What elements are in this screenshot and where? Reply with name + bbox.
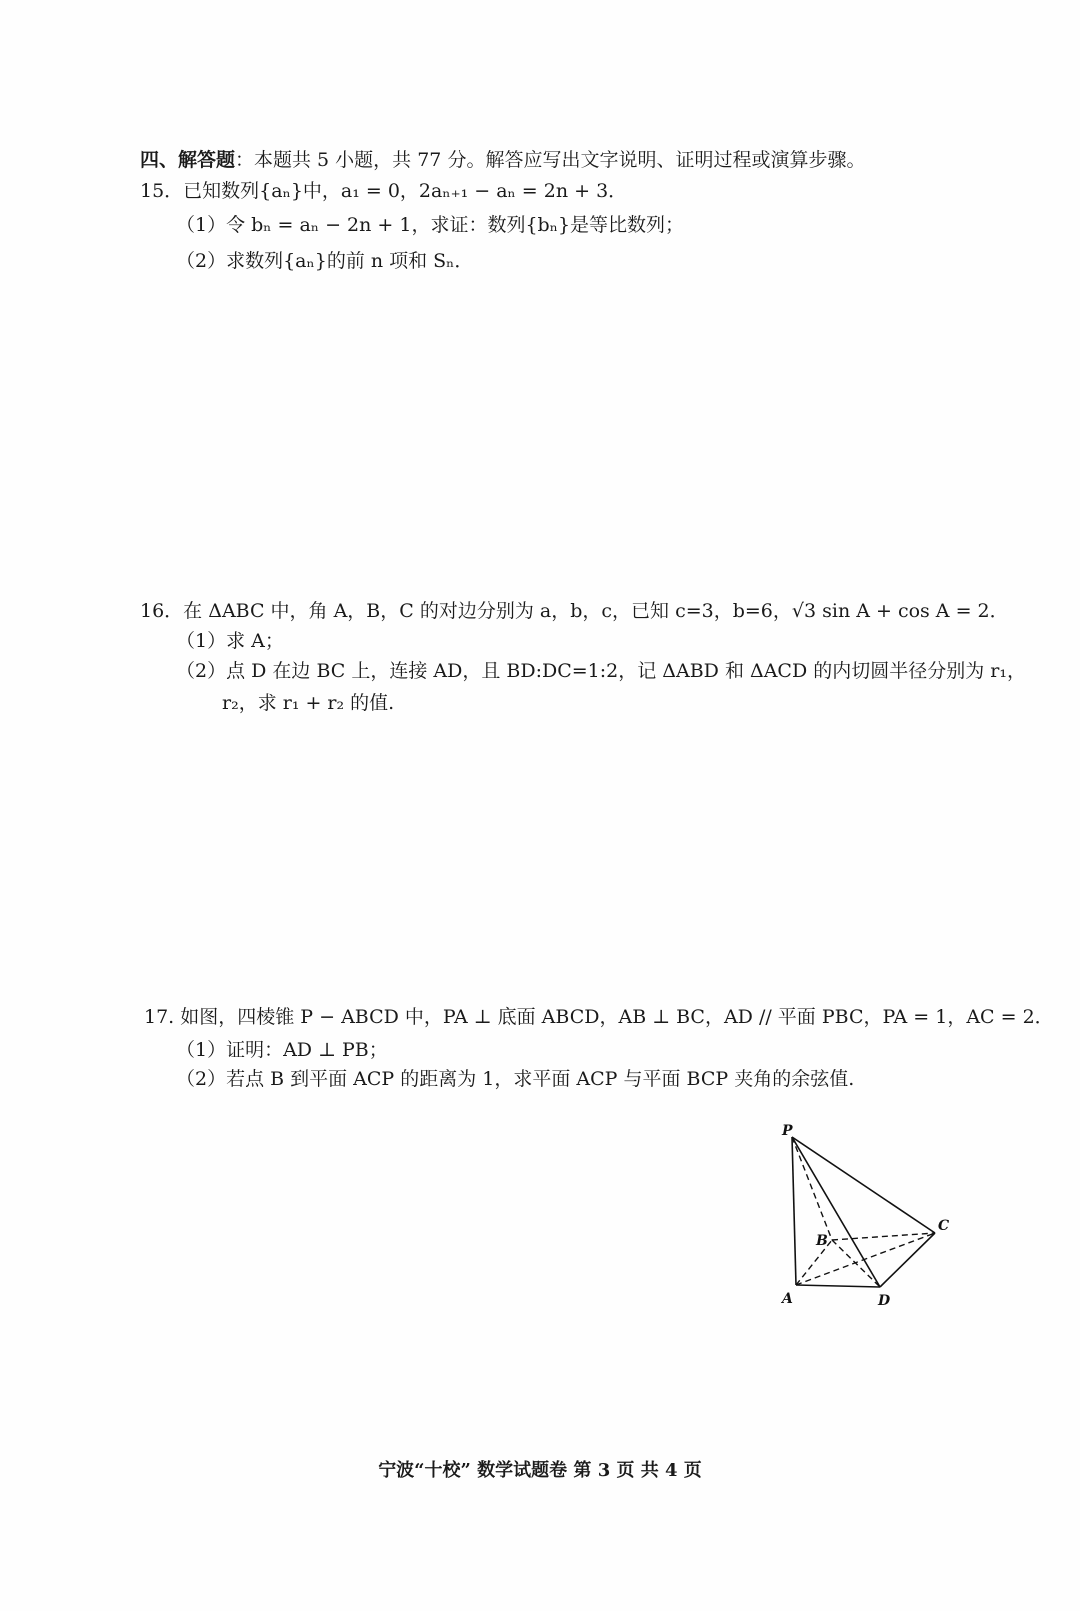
question-15-stem: 15．已知数列{aₙ}中，a₁ = 0，2aₙ₊₁ − aₙ = 2n + 3． [140,180,628,202]
label-A: A [782,1291,793,1307]
question-17-part-2: （2）若点 B 到平面 ACP 的距离为 1，求平面 ACP 与平面 BCP 夹角的余弦值. [176,1068,855,1090]
edge-AD [796,1285,880,1287]
pyramid-diagram [770,1115,970,1315]
question-16-part-1: （1）求 A； [176,630,284,652]
question-17-part-1: （1）证明：AD ⊥ PB； [176,1039,388,1061]
question-16-part-2: （2）点 D 在边 BC 上，连接 AD，且 BD:DC=1:2，记 ΔABD 和 ΔACD 的内切圆半径分别为 r₁， [176,660,1026,682]
edge-PA [792,1137,796,1285]
edge-PC [792,1137,935,1233]
edge-DC [880,1233,935,1287]
section-title: 四、解答题 [140,149,236,171]
question-15-part-2: （2）求数列{aₙ}的前 n 项和 Sₙ． [176,250,474,272]
edge-PD [792,1137,880,1287]
question-16-part-2-continued: r₂，求 r₁ + r₂ 的值. [222,692,395,714]
question-17-stem: 17. 如图，四棱锥 P − ABCD 中，PA ⊥ 底面 ABCD，AB ⊥ BC，AD // 平面 PBC，PA = 1，AC = 2． [144,1006,1054,1028]
label-D: D [878,1293,891,1309]
label-C: C [938,1218,950,1234]
label-P: P [782,1123,793,1139]
question-15-part-1: （1）令 bₙ = aₙ − 2n + 1，求证：数列{bₙ}是等比数列； [176,214,685,236]
question-16-stem: 16．在 ΔABC 中，角 A，B，C 的对边分别为 a，b，c，已知 c=3，b=6，√3 sin A + cos A = 2． [140,600,1009,622]
page-footer: 宁波“十校” 数学试题卷 第 3 页 共 4 页 [378,1460,702,1481]
pyramid-figure [770,1115,970,1315]
label-B: B [816,1233,828,1249]
edge-PB [792,1137,832,1240]
section-intro: ：本题共 5 小题，共 77 分。解答应写出文字说明、证明过程或演算步骤。 [235,149,866,171]
section-heading [140,147,865,173]
